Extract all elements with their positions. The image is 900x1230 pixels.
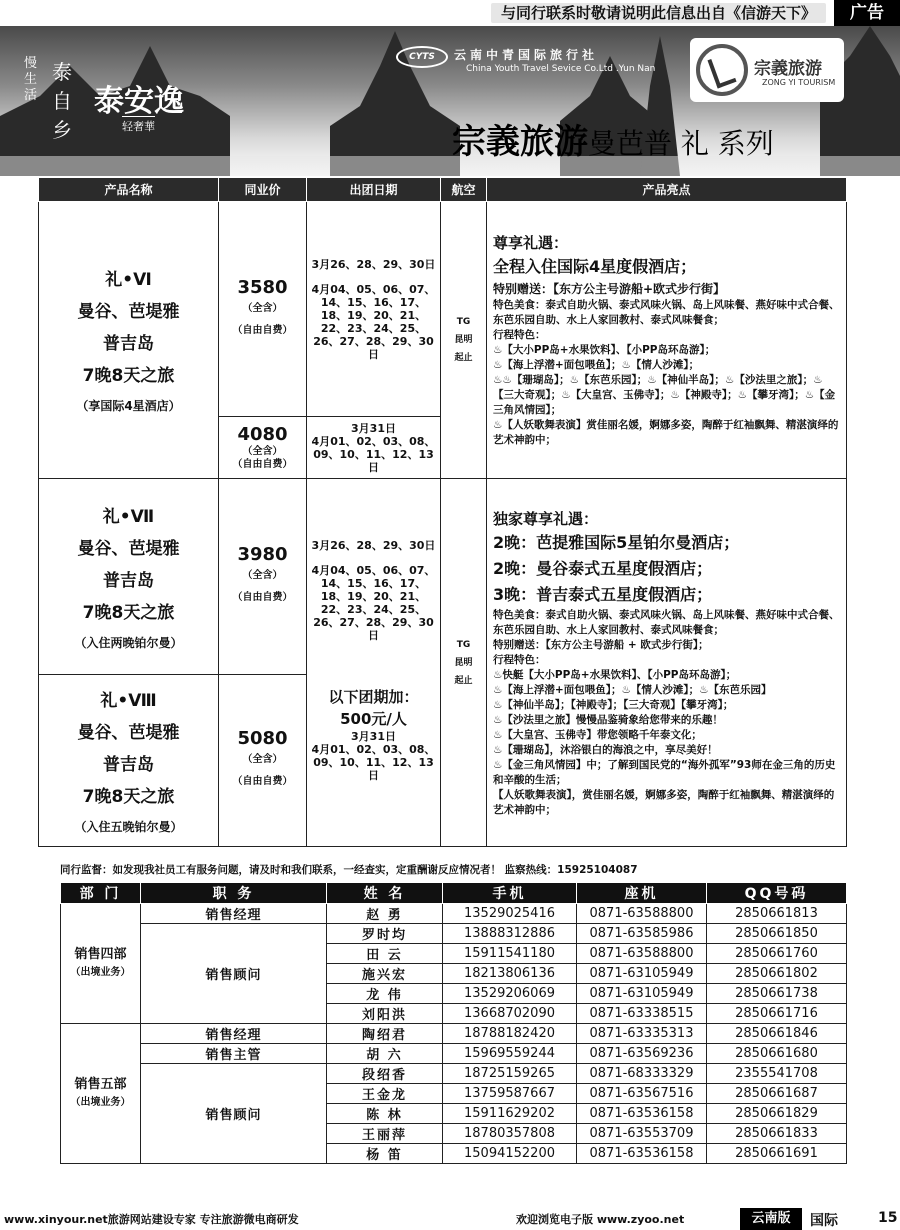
product-6-highlights — [487, 202, 847, 479]
role-cell: 销售顾问 — [141, 924, 327, 1024]
supervision-hotline: 同行监督：如发现我社员工有服务问题，请及时和我们联系，一经查实，定重酬谢反应情况者！ 监察热线：15925104087 — [60, 864, 638, 876]
highlight-trip-label: 行程特色： — [493, 329, 546, 341]
product-7-8-dates — [307, 479, 441, 847]
highlight-item: ♨【海上浮潜+面包喂鱼】；♨【情人沙滩】； — [493, 359, 700, 371]
staff-phone: 0871-63105949 — [577, 964, 707, 984]
staff-phone: 0871-63588800 — [577, 904, 707, 924]
product-6-price-b — [219, 417, 307, 479]
staff-qq: 2355541708 — [707, 1064, 847, 1084]
staff-row — [61, 904, 847, 924]
staff-qq: 2850661813 — [707, 904, 847, 924]
highlight-food: 特色美食：泰式自助火锅、泰式风味火锅、岛上风味餐、燕好味中式合餐、东芭乐园自助、水上人家回教村、泰式风味餐食； — [493, 299, 840, 326]
staff-qq: 2850661829 — [707, 1104, 847, 1124]
highlight-item: ♨♨【珊瑚岛】；♨【东芭乐园】；♨【神仙半岛】；♨【沙法里之旅】；♨【三大奇观】；♨【大皇宫、玉佛寺】；♨【神殿寺】；♨【攀牙湾】；♨【金三角风情园】； — [493, 374, 836, 416]
zongyi-emblem-icon — [696, 44, 748, 96]
staff-name: 赵 勇 — [327, 904, 443, 924]
staff-name: 龙 伟 — [327, 984, 443, 1004]
footer-website-ad: www.xinyour.net旅游网站建设专家 专注旅游微电商研发 — [4, 1213, 299, 1226]
staff-mobile: 18788182420 — [443, 1024, 577, 1044]
staff-mobile: 13759587667 — [443, 1084, 577, 1104]
price-value: 5080 — [237, 728, 288, 749]
product-8-name — [39, 675, 219, 847]
product-7-name — [39, 479, 219, 675]
staff-table — [60, 882, 847, 1164]
staff-mobile: 15911629202 — [443, 1104, 577, 1124]
airline-code: TG — [456, 639, 471, 650]
staff-row — [61, 1024, 847, 1044]
header-dept: 部 门 — [61, 883, 141, 904]
price-note: （全含） — [242, 570, 283, 581]
staff-name: 刘阳洪 — [327, 1004, 443, 1024]
dept-name: 销售五部 — [74, 1076, 127, 1092]
banner — [0, 26, 900, 176]
staff-qq: 2850661687 — [707, 1084, 847, 1104]
price-note: （全含） — [242, 302, 283, 314]
header-mobile: 手机 — [443, 883, 577, 904]
staff-qq: 2850661738 — [707, 984, 847, 1004]
highlight-item: ♨【神仙半岛】；【神殿寺】；【三大奇观】【攀牙湾】； — [493, 698, 734, 711]
product-duration: 7晚8天之旅 — [82, 602, 175, 623]
date-list: 4月04、05、06、07、14、15、16、17、18、19、20、21、22、23、24、25、26、27、28、29、30日 — [311, 564, 436, 642]
ad-badge: 广告 — [834, 0, 900, 26]
top-strip — [0, 0, 900, 26]
header-dates: 出团日期 — [307, 178, 441, 202]
taianyi-sub: 轻奢華 — [122, 116, 155, 134]
staff-name: 田 云 — [327, 944, 443, 964]
highlight-hotel: 2晚：芭提雅国际5星铂尔曼酒店； — [493, 532, 740, 552]
product-table — [38, 177, 847, 847]
price-value: 4080 — [237, 424, 288, 445]
date-list: 4月01、02、03、08、09、10、11、12、13日 — [311, 743, 436, 782]
dept-4 — [61, 904, 141, 1024]
staff-mobile: 15094152200 — [443, 1144, 577, 1164]
staff-name: 王丽萍 — [327, 1124, 443, 1144]
dept-5 — [61, 1024, 141, 1164]
date-list: 3月31日 — [351, 421, 396, 435]
staff-phone: 0871-63338515 — [577, 1004, 707, 1024]
section-label: 国际 — [810, 1213, 838, 1229]
product-table-header — [39, 178, 847, 202]
price-note: （自由自费） — [232, 592, 293, 603]
highlight-trip-label: 行程特色： — [493, 653, 546, 666]
agency-name-en: China Youth Travel Sevice Co.Ltd .Yun Nan — [466, 64, 656, 74]
product-title: 礼•Ⅷ — [100, 690, 157, 711]
staff-mobile: 18213806136 — [443, 964, 577, 984]
staff-phone: 0871-63536158 — [577, 1104, 707, 1124]
product-duration: 7晚8天之旅 — [82, 366, 175, 386]
product-title: 礼•Ⅶ — [102, 506, 155, 527]
header-highlights: 产品亮点 — [487, 178, 847, 202]
staff-mobile: 15969559244 — [443, 1044, 577, 1064]
role-cell: 销售经理 — [141, 904, 327, 924]
date-list: 3月26、28、29、30日 — [311, 539, 436, 552]
product-route: 普吉岛 — [103, 570, 154, 591]
highlight-item: ♨【海上浮潜+面包喂鱼】；♨【情人沙滩】；♨【东芭乐园】 — [493, 683, 772, 696]
product-route: 曼谷、芭堤雅 — [77, 722, 180, 743]
source-notice: 与同行联系时敬请说明此信息出自《信游天下》 — [491, 3, 826, 23]
product-route: 普吉岛 — [103, 334, 154, 354]
highlight-hotel: 3晚：普吉泰式五星度假酒店； — [493, 584, 713, 604]
staff-phone: 0871-68333329 — [577, 1064, 707, 1084]
product-note: （享国际4星酒店） — [76, 399, 181, 413]
zongyi-cn: 宗義旅游 — [754, 59, 822, 79]
staff-mobile: 15911541180 — [443, 944, 577, 964]
highlight-item: ♨【大小PP岛+水果饮料】、【小PP岛环岛游】； — [493, 344, 716, 356]
product-note: （入住五晚铂尔曼） — [74, 819, 183, 834]
product-route: 普吉岛 — [103, 754, 154, 775]
staff-qq: 2850661802 — [707, 964, 847, 984]
zongyi-logo — [690, 38, 844, 102]
airline-note: 起止 — [454, 353, 473, 363]
staff-qq: 2850661680 — [707, 1044, 847, 1064]
page-number: 15 — [878, 1210, 898, 1226]
product-8-price — [219, 675, 307, 847]
price-note: （自由自费） — [232, 459, 293, 470]
staff-qq: 2850661691 — [707, 1144, 847, 1164]
series-name: 曼芭普 礼 系列 — [588, 127, 774, 160]
highlight-hotel: 2晚：曼谷泰式五星度假酒店； — [493, 558, 713, 578]
product-6-dates-b — [307, 417, 441, 479]
staff-qq: 2850661833 — [707, 1124, 847, 1144]
product-6-price-a — [219, 202, 307, 417]
header-role: 职 务 — [141, 883, 327, 904]
staff-name: 杨 笛 — [327, 1144, 443, 1164]
staff-qq: 2850661846 — [707, 1024, 847, 1044]
airline-code: TG — [456, 317, 471, 327]
role-cell: 销售顾问 — [141, 1064, 327, 1164]
product-row — [39, 479, 847, 675]
product-row — [39, 202, 847, 417]
date-list: 3月26、28、29、30日 — [311, 257, 436, 271]
header-name: 姓 名 — [327, 883, 443, 904]
price-value: 3580 — [237, 276, 288, 298]
highlight-item: ♨【金三角风情园】中；了解到国民党的“海外孤军”93师在金三角的历史和辛酸的生活； — [493, 758, 836, 786]
staff-name: 胡 六 — [327, 1044, 443, 1064]
role-cell: 销售经理 — [141, 1024, 327, 1044]
airline-city: 昆明 — [454, 657, 473, 668]
staff-row — [61, 924, 847, 944]
staff-phone: 0871-63536158 — [577, 1144, 707, 1164]
highlight-item: ♨【沙法里之旅】慢慢品鉴骑象给您带来的乐趣！ — [493, 713, 723, 726]
product-duration: 7晚8天之旅 — [82, 786, 175, 807]
product-6-dates-a — [307, 202, 441, 417]
highlight-title: 独家尊享礼遇： — [493, 509, 599, 528]
staff-name: 段绍香 — [327, 1064, 443, 1084]
staff-mobile: 13529025416 — [443, 904, 577, 924]
staff-qq: 2850661850 — [707, 924, 847, 944]
date-list: 4月01、02、03、08、09、10、11、12、13日 — [311, 434, 436, 474]
staff-phone: 0871-63585986 — [577, 924, 707, 944]
highlight-item: 【人妖歌舞表演】，赏佳丽名媛，婀娜多姿，陶醉于红袖飘舞、精湛演绎的艺术神韵中； — [493, 788, 835, 816]
staff-row — [61, 1064, 847, 1084]
dept-sub: （出境业务） — [70, 966, 131, 978]
staff-phone: 0871-63335313 — [577, 1024, 707, 1044]
highlight-title: 尊享礼遇： — [493, 234, 569, 252]
airline-note: 起止 — [454, 675, 473, 686]
header-qq: QQ号码 — [707, 883, 847, 904]
edition-badge: 云南版 — [740, 1208, 802, 1230]
staff-qq: 2850661716 — [707, 1004, 847, 1024]
staff-mobile: 18780357808 — [443, 1124, 577, 1144]
taianyi-logo: 泰安逸 — [94, 84, 184, 119]
surcharge-amount: 500元/人 — [340, 710, 407, 728]
staff-name: 陈 林 — [327, 1104, 443, 1124]
highlight-hotel: 全程入住国际4星度假酒店； — [493, 257, 697, 276]
price-note: （自由自费） — [232, 324, 293, 336]
highlight-food: 特色美食：泰式自助火锅、泰式风味火锅、岛上风味餐、燕好味中式合餐、东芭乐园自助、水上人家回教村、泰式风味餐食； — [493, 608, 840, 636]
tai-text: 泰自乡 — [52, 60, 72, 142]
header-phone: 座机 — [577, 883, 707, 904]
series-brand: 宗義旅游 — [452, 122, 588, 162]
product-route: 曼谷、芭堤雅 — [77, 302, 180, 322]
staff-mobile: 13888312886 — [443, 924, 577, 944]
date-list: 4月04、05、06、07、14、15、16、17、18、19、20、21、22、23、24、25、26、27、28、29、30日 — [311, 282, 436, 361]
staff-mobile: 18725159265 — [443, 1064, 577, 1084]
date-list: 3月31日 — [351, 730, 396, 743]
product-6-airline — [441, 202, 487, 479]
product-title: 礼•Ⅵ — [105, 270, 152, 290]
header-airline: 航空 — [441, 178, 487, 202]
highlight-item: ♨【人妖歌舞表演】赏佳丽名媛，婀娜多姿，陶醉于红袖飘舞、精湛演绎的艺术神韵中； — [493, 419, 839, 446]
airline-city: 昆明 — [454, 335, 473, 345]
product-6-name — [39, 202, 219, 479]
header-price: 同业价 — [219, 178, 307, 202]
product-7-8-airline — [441, 479, 487, 847]
agency-name-cn: 云南中青国际旅行社 — [454, 48, 599, 62]
staff-name: 罗时均 — [327, 924, 443, 944]
staff-phone: 0871-63553709 — [577, 1124, 707, 1144]
staff-qq: 2850661760 — [707, 944, 847, 964]
staff-phone: 0871-63588800 — [577, 944, 707, 964]
role-cell: 销售主管 — [141, 1044, 327, 1064]
header-product-name: 产品名称 — [39, 178, 219, 202]
staff-row — [61, 1044, 847, 1064]
zongyi-en: ZONG YI TOURISM — [762, 78, 836, 87]
highlight-item: ♨快艇【大小PP岛+水果饮料】、【小PP岛环岛游】； — [493, 668, 737, 681]
staff-mobile: 13668702090 — [443, 1004, 577, 1024]
price-value: 3980 — [237, 544, 288, 565]
product-7-8-highlights — [487, 479, 847, 847]
highlight-item: ♨【大皇宫、玉佛寺】带您领略千年泰文化； — [493, 728, 702, 741]
staff-phone: 0871-63105949 — [577, 984, 707, 1004]
highlight-gift: 特别赠送：【东方公主号游船 + 欧式步行街】； — [493, 638, 709, 651]
staff-name: 施兴宏 — [327, 964, 443, 984]
series-title — [452, 114, 774, 163]
slow-life-text: 慢生活 — [24, 56, 38, 103]
staff-phone: 0871-63569236 — [577, 1044, 707, 1064]
product-route: 曼谷、芭堤雅 — [77, 538, 180, 559]
cyts-emblem-icon: CYTS — [396, 46, 448, 68]
staff-name: 陶绍君 — [327, 1024, 443, 1044]
highlight-gift: 特别赠送：【东方公主号游船+欧式步行街】 — [493, 282, 726, 296]
highlight-item: ♨【珊瑚岛】，沐浴银白的海浪之中，享尽美好！ — [493, 743, 718, 756]
staff-mobile: 13529206069 — [443, 984, 577, 1004]
dept-name: 销售四部 — [74, 946, 127, 962]
page-footer — [0, 1208, 900, 1230]
price-note: （自由自费） — [232, 776, 293, 787]
product-7-price — [219, 479, 307, 675]
footer-ebook-link: 欢迎浏览电子版 www.zyoo.net — [516, 1213, 685, 1226]
dept-sub: （出境业务） — [70, 1096, 131, 1108]
staff-phone: 0871-63567516 — [577, 1084, 707, 1104]
price-note: （全含） — [242, 446, 283, 457]
product-note: （入住两晚铂尔曼） — [74, 635, 183, 650]
surcharge-title: 以下团期加： — [328, 688, 419, 706]
staff-name: 王金龙 — [327, 1084, 443, 1104]
staff-table-header — [61, 883, 847, 904]
price-note: （全含） — [242, 754, 283, 765]
